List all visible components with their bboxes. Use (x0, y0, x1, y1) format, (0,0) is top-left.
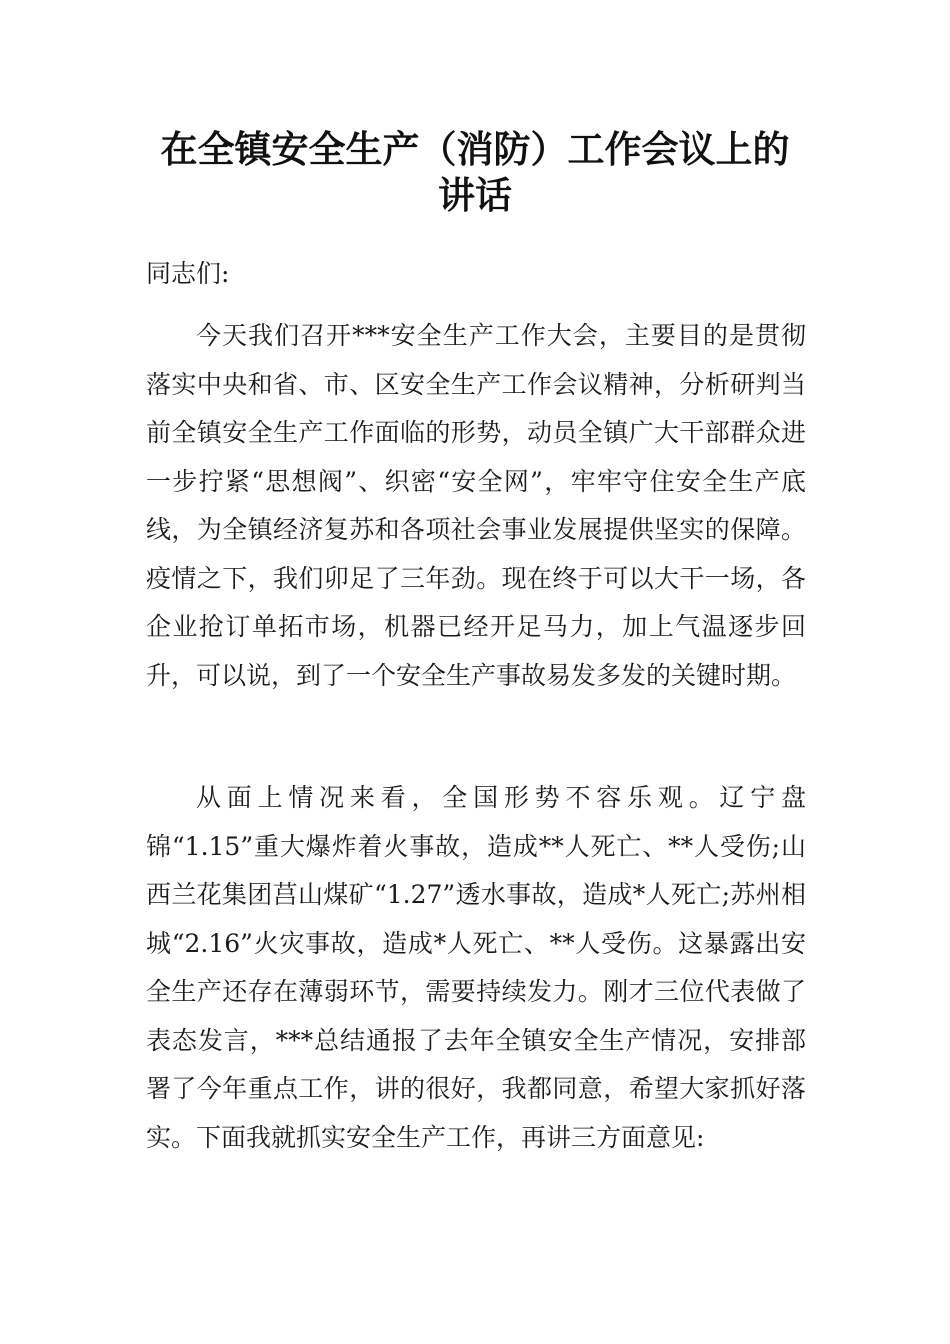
greeting: 同志们: (146, 259, 230, 288)
paragraph-2: 从面上情况来看，全国形势不容乐观。辽宁盘锦“1.15”重大爆炸着火事故，造成**人死亡、**人受伤;山西兰花集团莒山煤矿“1.27”透水事故，造成*人死亡;苏州相城“2.16”火灾事故，造成*人死亡、**人受伤。这暴露出安全生产还存在薄弱环节，需要持续发力。刚才三位代表做了表态发言，***总结通报了去年全镇安全生产情况，安排部署了今年重点工作，讲的很好，我都同意，希望大家抓好落实。下面我就抓实安全生产工作，再讲三方面意见: (146, 783, 806, 1152)
document-title-line1: 在全镇安全生产（消防）工作会议上的 (160, 127, 790, 171)
document-title-line2: 讲话 (438, 173, 512, 217)
paragraph-1: 今天我们召开***安全生产工作大会，主要目的是贯彻落实中央和省、市、区安全生产工作会议精神，分析研判当前全镇安全生产工作面临的形势，动员全镇广大干部群众进一步拧紧“思想阀”、织密“安全网”，牢牢守住安全生产底线，为全镇经济复苏和各项社会事业发展提供坚实的保障。疫情之下，我们卯足了三年劲。现在终于可以大干一场，各企业抢订单拓市场，机器已经开足马力，加上气温逐步回升，可以说，到了一个安全生产事故易发多发的关键时期。 (146, 321, 806, 690)
